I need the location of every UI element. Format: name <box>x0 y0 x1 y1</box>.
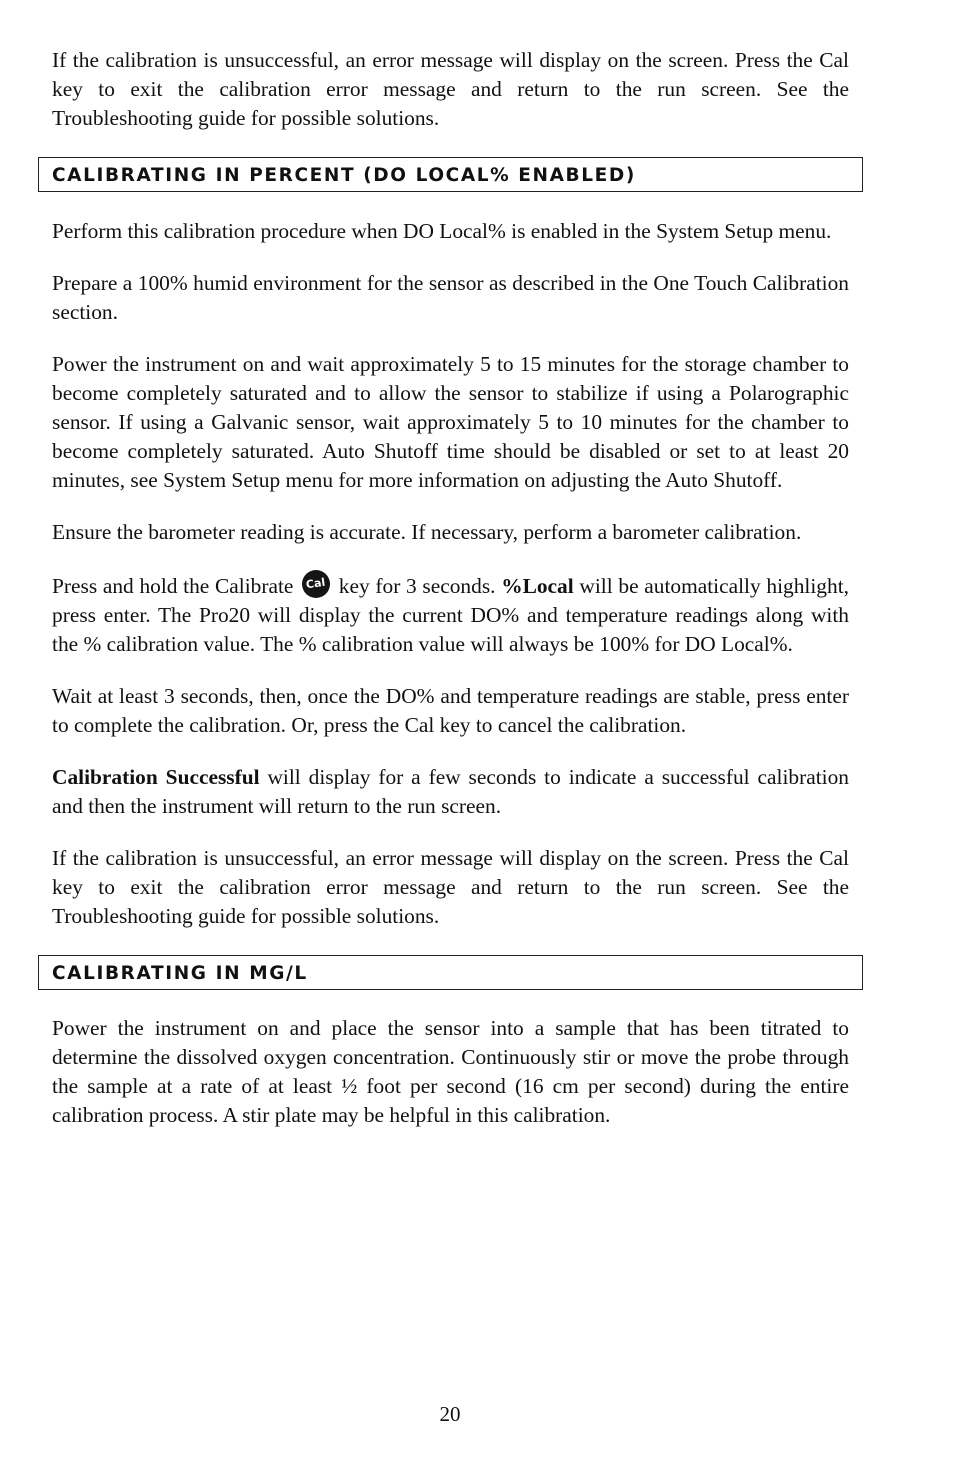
section-heading-mgl: CALIBRATING IN MG/L <box>38 955 863 990</box>
perform-paragraph: Perform this calibration procedure when DO Local% is enabled in the System Setup menu. <box>52 219 832 243</box>
success-text-rest: will display for a few seconds to indicate a successful calibration and then the instrument will return to the run screen. <box>52 765 849 818</box>
error-paragraph-bottom: If the calibration is unsuccessful, an error message will display on the screen. Press the Cal key to exit the calibration error message and return to the run screen. See the Troubleshooting guide for possible solutions. <box>52 846 849 928</box>
wait-paragraph: Wait at least 3 seconds, then, once the DO% and temperature readings are stable, press enter to complete the calibration. Or, press the Cal key to cancel the calibration. <box>52 684 849 737</box>
cal-key-icon <box>302 570 330 598</box>
mgl-paragraph: Power the instrument on and place the sensor into a sample that has been titrated to determine the dissolved oxygen concentration. Continuously stir or move the probe through the sample at a rate of at least ½ foot per second (16 cm per second) during the entire calibration process. A stir plate may be helpful in this calibration. <box>52 1016 849 1127</box>
error-paragraph-top: If the calibration is unsuccessful, an error message will display on the screen. Press the Cal key to exit the calibration error message and return to the run screen. See the Troubleshooting guide for possible solutions. <box>52 48 849 130</box>
prepare-paragraph: Prepare a 100% humid environment for the sensor as described in the One Touch Calibration section. <box>52 271 849 324</box>
press-hold-text-start: Press and hold the Calibrate <box>52 574 294 598</box>
press-hold-text-rest: will be automatically highlight, press enter. The Pro20 will display the current DO% and temperature readings along with the % calibration value. The % calibration value will always be 100% for DO Local%. <box>52 574 849 656</box>
manual-page <box>52 46 849 1153</box>
power-paragraph: Power the instrument on and wait approximately 5 to 15 minutes for the storage chamber to become completely saturated and to allow the sensor to stabilize if using a Polarographic sensor. If using a Galvanic sensor, wait approximately 5 to 10 minutes for the chamber to become completely saturated. Auto Shutoff time should be disabled or set to at least 20 minutes, see System Setup menu for more information on adjusting the Auto Shutoff. <box>52 352 849 492</box>
cal-key-label: Cal <box>305 575 327 592</box>
page-number: 20 <box>439 1402 461 1426</box>
calibration-successful-label: Calibration Successful <box>52 765 260 789</box>
success-paragraph <box>52 763 849 821</box>
section-heading-percent: CALIBRATING IN PERCENT (DO LOCAL% ENABLED) <box>38 157 863 192</box>
press-hold-paragraph <box>52 570 849 659</box>
local-percent-label: %Local <box>501 574 574 598</box>
press-hold-text-key: key for 3 seconds. <box>333 574 502 598</box>
barometer-paragraph: Ensure the barometer reading is accurate. If necessary, perform a barometer calibration. <box>52 520 802 544</box>
